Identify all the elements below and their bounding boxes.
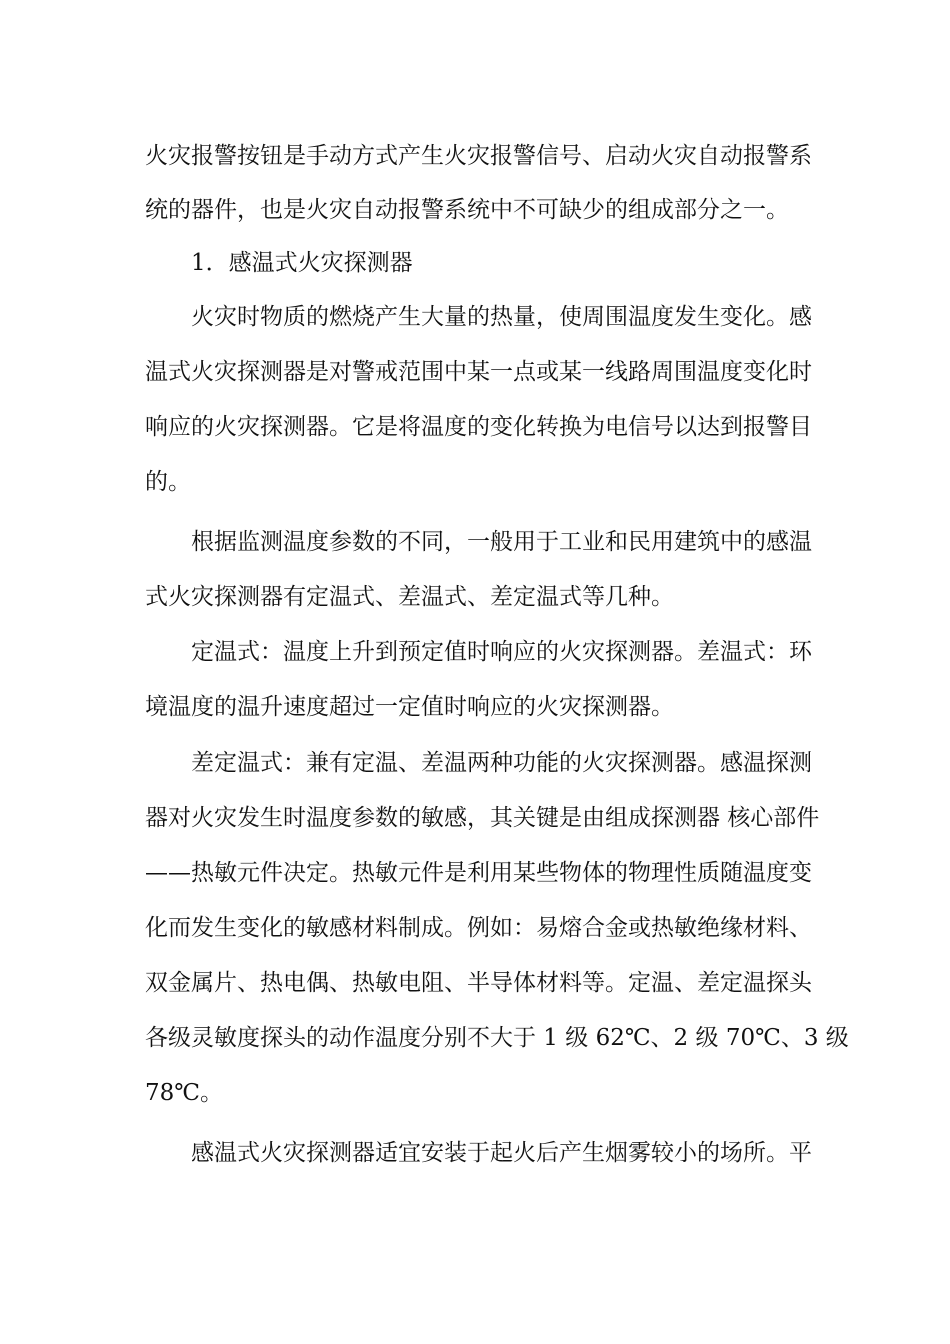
text-line-12: 差定温式：兼有定温、差温两种功能的火灾探测器。感温探测: [191, 750, 812, 776]
text-line-16: 双金属片、热电偶、热敏电阻、半导体材料等。定温、差定温探头: [145, 970, 812, 996]
text-line-2: 统的器件，也是火灾自动报警系统中不可缺少的组成部分之一。: [145, 197, 789, 223]
text-line-19: 感温式火灾探测器适宜安装于起火后产生烟雾较小的场所。平: [191, 1140, 812, 1166]
text-line-11: 境温度的温升速度超过一定值时响应的火灾探测器。: [145, 694, 674, 720]
text-line-9: 式火灾探测器有定温式、差温式、差定温式等几种。: [145, 584, 674, 610]
text-line-18: 78℃。: [145, 1080, 223, 1106]
text-line-1: 火灾报警按钮是手动方式产生火灾报警信号、启动火灾自动报警系: [145, 143, 812, 169]
text-line-5: 温式火灾探测器是对警戒范围中某一点或某一线路周围温度变化时: [145, 359, 812, 385]
text-line-10: 定温式：温度上升到预定值时响应的火灾探测器。差温式：环: [191, 639, 812, 665]
text-line-7: 的。: [145, 469, 191, 495]
text-line-17: 各级灵敏度探头的动作温度分别不大于 1 级 62℃、2 级 70℃、3 级: [145, 1025, 849, 1051]
text-line-8: 根据监测温度参数的不同，一般用于工业和民用建筑中的感温: [191, 529, 812, 555]
text-line-4: 火灾时物质的燃烧产生大量的热量，使周围温度发生变化。感: [191, 304, 812, 330]
text-line-14: ——热敏元件决定。热敏元件是利用某些物体的物理性质随温度变: [145, 860, 812, 886]
text-line-13: 器对火灾发生时温度参数的敏感，其关键是由组成探测器 核心部件: [145, 805, 820, 831]
section-heading: 1．感温式火灾探测器: [191, 250, 413, 276]
text-line-15: 化而发生变化的敏感材料制成。例如：易熔合金或热敏绝缘材料、: [145, 915, 812, 941]
text-line-6: 响应的火灾探测器。它是将温度的变化转换为电信号以达到报警目: [145, 414, 812, 440]
